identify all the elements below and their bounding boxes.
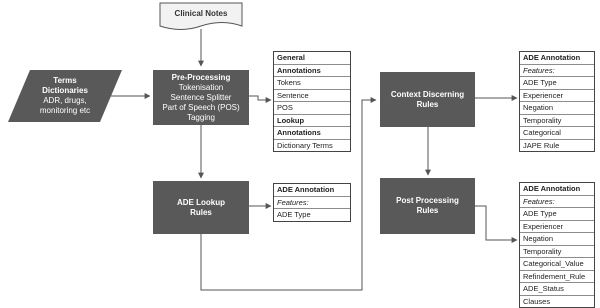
table-cell: JAPE Rule	[523, 140, 560, 150]
table-cell: Tokens	[274, 77, 350, 90]
ade-lookup-title-2: Rules	[190, 207, 212, 217]
table-cell: Annotations	[274, 127, 350, 140]
table-cell: Lookup	[274, 115, 350, 128]
context-discerning-rules-node	[380, 72, 475, 127]
terms-dictionaries-node	[8, 70, 122, 122]
context-title-1: Context Discerning	[390, 89, 465, 99]
connector-post-to-table	[475, 206, 517, 240]
ade-lookup-annotation-table	[273, 183, 351, 222]
table-cell: ADE_Status	[520, 283, 594, 296]
table-cell: Sentence	[274, 90, 350, 103]
table-cell: ADE Type	[277, 210, 311, 219]
terms-line-1: Dictionaries	[42, 86, 88, 95]
context-annotation-table	[519, 51, 595, 152]
table-cell: Dictionary Terms	[277, 140, 333, 150]
ade-lookup-rules-node	[153, 181, 249, 234]
post-title-2: Rules	[416, 206, 439, 215]
clinical-notes-label	[160, 3, 242, 23]
table-cell: ADE Type	[520, 77, 594, 90]
pre-processing-line-2: Sentence Splitter	[170, 92, 232, 102]
connector-preprocessing-to-general-table	[249, 96, 271, 100]
table-cell: Clauses	[523, 296, 551, 306]
table-cell: Experiencer	[520, 221, 594, 234]
table-cell: Temporality	[520, 246, 594, 259]
table-cell: Categorical	[520, 127, 594, 140]
table-cell: Features:	[520, 196, 594, 209]
terms-title: Terms	[53, 76, 77, 85]
table-cell: ADE Annotation	[520, 183, 594, 196]
table-cell: Experiencer	[520, 90, 594, 103]
table-cell: Features:	[520, 65, 594, 78]
pre-processing-line-1: Tokenisation	[178, 82, 224, 92]
table-cell: Refindement_Rule	[520, 271, 594, 284]
post-processing-rules-node	[380, 178, 475, 234]
table-cell: Features:	[274, 197, 350, 210]
table-cell: ADE Type	[520, 208, 594, 221]
table-cell: Negation	[520, 102, 594, 115]
table-cell: Categorical_Value	[520, 258, 594, 271]
pre-processing-line-3: Part of Speech (POS)	[162, 102, 240, 112]
terms-line-2: ADR, drugs,	[43, 96, 87, 105]
post-annotation-table	[519, 182, 595, 308]
table-cell: Negation	[520, 233, 594, 246]
pre-processing-line-4: Tagging	[186, 112, 216, 122]
table-cell: ADE Annotation	[274, 184, 350, 197]
table-cell: General	[274, 52, 350, 65]
table-cell: Annotations	[274, 65, 350, 78]
clinical-notes-text: Clinical Notes	[174, 8, 228, 18]
terms-line-3: monitoring etc	[39, 106, 91, 115]
context-title-2: Rules	[416, 99, 439, 109]
general-annotations-table	[273, 51, 351, 152]
pre-processing-node	[153, 70, 249, 125]
table-cell: ADE Annotation	[520, 52, 594, 65]
pre-processing-title: Pre-Processing	[171, 72, 231, 82]
table-cell: POS	[274, 102, 350, 115]
post-title-1: Post Processing	[396, 196, 459, 205]
table-cell: Temporality	[520, 115, 594, 128]
ade-lookup-title-1: ADE Lookup	[177, 197, 225, 207]
